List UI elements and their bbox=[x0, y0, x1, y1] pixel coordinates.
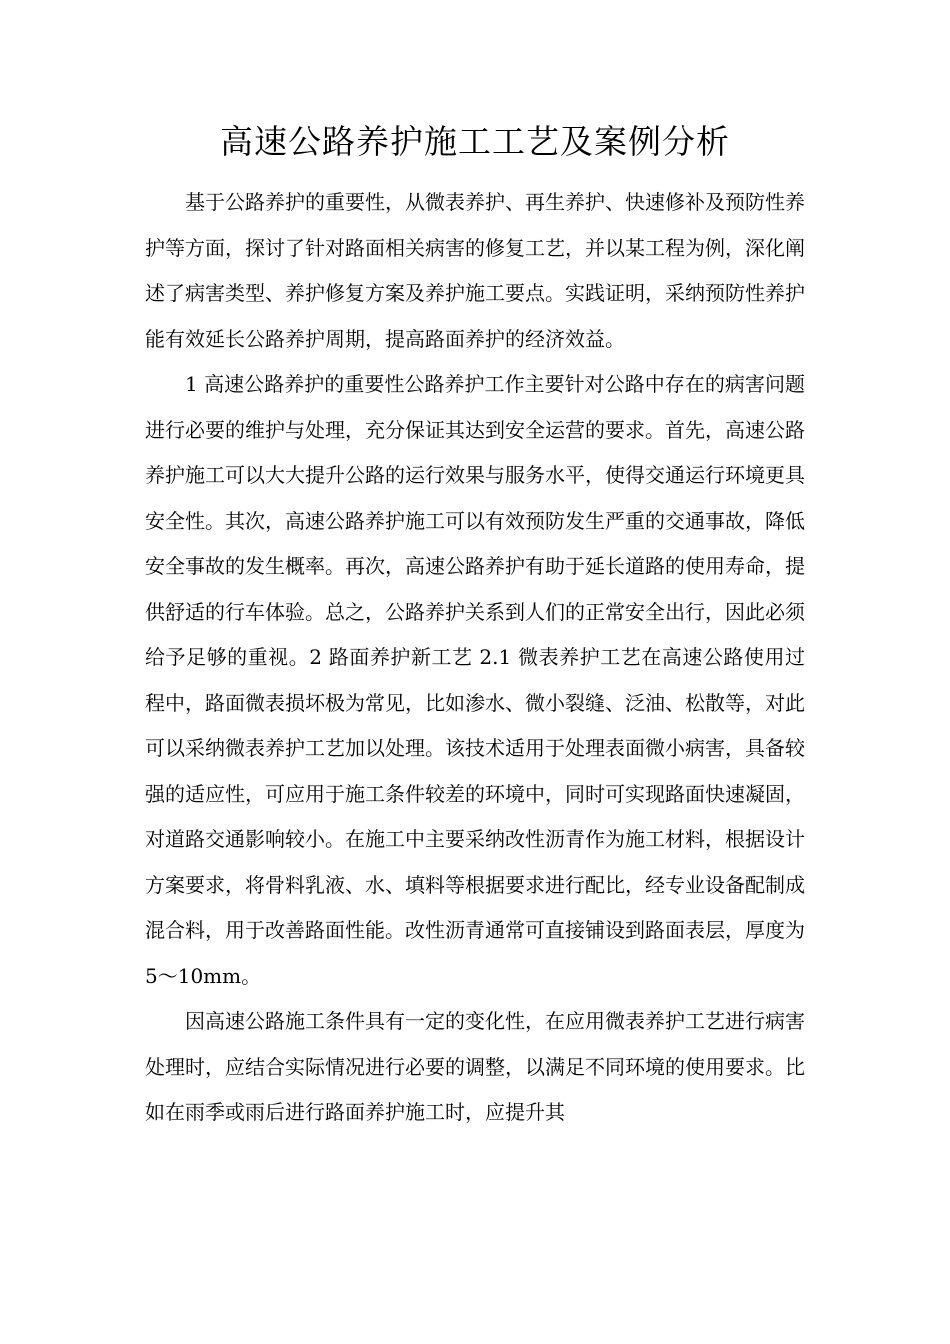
paragraph-importance-and-micro-surfacing: 1 高速公路养护的重要性公路养护工作主要针对公路中存在的病害问题进行必要的维护与处理，充分保证其达到安全运营的要求。首先，高速公路养护施工可以大大提升公路的运行效果与服务水平，使得交通运行环境更具安全性。其次，高速公路养护施工可以有效预防发生严重的交通事故，降低安全事故的发生概率。再次，高速公路养护有助于延长道路的使用寿命，提供舒适的行车体验。总之，公路养护关系到人们的正常安全出行，因此必须给予足够的重视。2 路面养护新工艺 2.1 微表养护工艺在高速公路使用过程中，路面微表损坏极为常见，比如渗水、微小裂缝、泛油、松散等，对此可以采纳微表养护工艺加以处理。该技术适用于处理表面微小病害，具备较强的适应性，可应用于施工条件较差的环境中，同时可实现路面快速凝固，对道路交通影响较小。在施工中主要采纳改性沥青作为施工材料，根据设计方案要求，将骨料乳液、水、填料等根据要求进行配比，经专业设备配制成混合料，用于改善路面性能。改性沥青通常可直接铺设到路面表层，厚度为 5～10mm。 bbox=[145, 372, 805, 988]
paragraph-abstract: 基于公路养护的重要性，从微表养护、再生养护、快速修补及预防性养护等方面，探讨了针对路面相关病害的修复工艺，并以某工程为例，深化阐述了病害类型、养护修复方案及养护施工要点。实践证明，采纳预防性养护能有效延长公路养护周期，提高路面养护的经济效益。 bbox=[145, 190, 805, 351]
paragraph-adjustment: 因高速公路施工条件具有一定的变化性，在应用微表养护工艺进行病害处理时，应结合实际情况进行必要的调整，以满足不同环境的使用要求。比如在雨季或雨后进行路面养护施工时，应提升其 bbox=[145, 1009, 805, 1124]
document-body bbox=[145, 180, 805, 1136]
document-title: 高速公路养护施工工艺及案例分析 bbox=[220, 122, 730, 161]
